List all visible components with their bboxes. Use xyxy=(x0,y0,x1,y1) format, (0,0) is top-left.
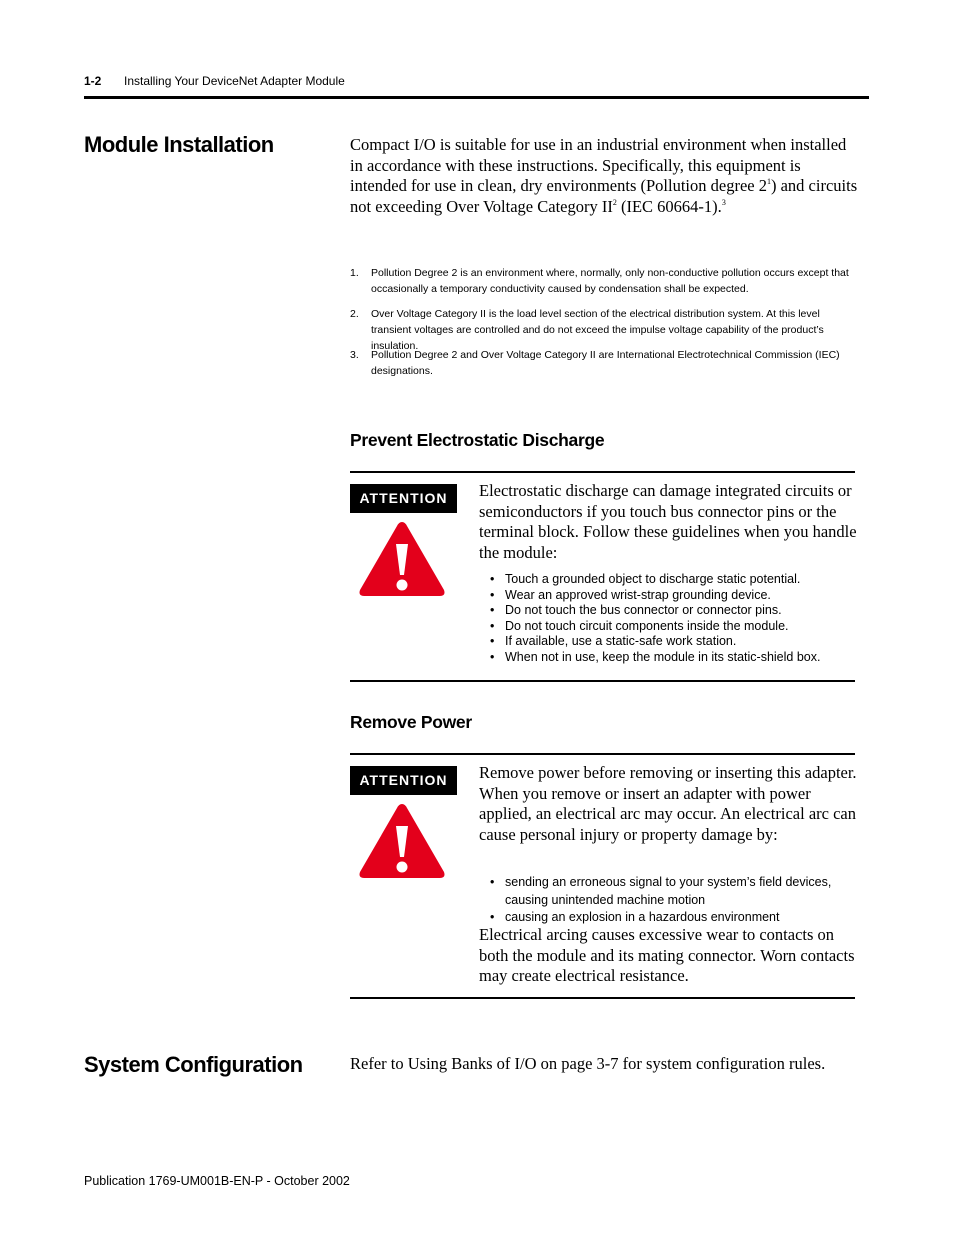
list-item: • Wear an approved wrist-strap grounding device. xyxy=(490,588,860,604)
remove-power-bottom-rule xyxy=(350,997,855,999)
publication-footer: Publication 1769-UM001B-EN-P - October 2002 xyxy=(84,1174,350,1188)
remove-power-top-rule xyxy=(350,753,855,755)
footnote-text: Pollution Degree 2 is an environment where, normally, only non-conductive pollution occurs except that occasionally a temporary conductivity caused by condensation shall be expected. xyxy=(371,267,849,295)
system-configuration-text: Refer to Using Banks of I/O on page 3-7 for system configuration rules. xyxy=(350,1054,826,1073)
remove-power-attention-label: ATTENTION xyxy=(350,766,457,795)
system-configuration-heading: System Configuration xyxy=(84,1052,303,1077)
esd-bottom-rule xyxy=(350,680,855,682)
esd-top-rule xyxy=(350,471,855,473)
chapter-title: Installing Your DeviceNet Adapter Module xyxy=(124,74,345,88)
footnote-number: 2. xyxy=(350,308,359,320)
footnote-text: Over Voltage Category II is the load level section of the electrical distribution system. At this level transient voltages are controlled and do not exceed the impulse voltage capability of the product’s insulation. xyxy=(371,308,824,352)
footnote-ref-1: 1 xyxy=(766,177,771,186)
esd-warning-text: Electrostatic discharge can damage integrated circuits or semiconductors if you touch bus connector pins or the terminal block. Follow these guidelines when you handle the module: xyxy=(479,481,857,562)
remove-power-warning-text: Remove power before removing or inserting this adapter. When you remove or insert an adapter with power applied, an electrical arc may occur. An electrical arc can cause personal injury or property damage by: xyxy=(479,763,857,844)
module-installation-paragraph: Compact I/O is suitable for use in an industrial environment when installed in accordance with these instructions. Specifically, this equipment is intended for use in clean, dry environments (Pollution degree $2^1$) and circuits not exceeding Over Voltage Category $II^2$ (IEC 60664-1).$^3$ xyxy=(350,135,858,216)
header-rule xyxy=(84,96,869,99)
remove-power-hazards-list xyxy=(490,874,850,927)
list-item: • Do not touch circuit components inside the module. xyxy=(490,619,860,635)
warning-triangle-icon xyxy=(357,518,447,600)
footnotes xyxy=(350,265,860,385)
page-number: 1-2 xyxy=(84,74,102,88)
esd-heading: Prevent Electrostatic Discharge xyxy=(350,430,605,450)
esd-guidelines-list xyxy=(490,572,860,666)
remove-power-heading: Remove Power xyxy=(350,712,472,732)
list-item: • Do not touch the bus connector or connector pins. xyxy=(490,603,860,619)
list-item: • causing an explosion in a hazardous environment xyxy=(490,909,850,927)
footnote-text: Pollution Degree 2 and Over Voltage Category II are International Electrotechnical Commission (IEC) designations. xyxy=(371,349,840,377)
footnote-ref-3: 3 xyxy=(721,197,726,207)
warning-triangle-icon xyxy=(357,800,447,882)
remove-power-after-text: Electrical arcing causes excessive wear to contacts on both the module and its mating connector. Worn contacts may create electrical resistance. xyxy=(479,925,855,985)
esd-attention-label: ATTENTION xyxy=(350,484,457,513)
list-item: • sending an erroneous signal to your system’s field devices, causing unintended machine motion xyxy=(490,874,850,909)
footnote-ref-2: 2 xyxy=(612,197,617,207)
list-item: • When not in use, keep the module in its static-shield box. xyxy=(490,650,860,666)
footnote-number: 1. xyxy=(350,267,359,279)
list-item: • If available, use a static-safe work station. xyxy=(490,634,860,650)
footnote-number: 3. xyxy=(350,349,359,361)
module-installation-heading: Module Installation xyxy=(84,132,274,157)
list-item: • Touch a grounded object to discharge static potential. xyxy=(490,572,860,588)
